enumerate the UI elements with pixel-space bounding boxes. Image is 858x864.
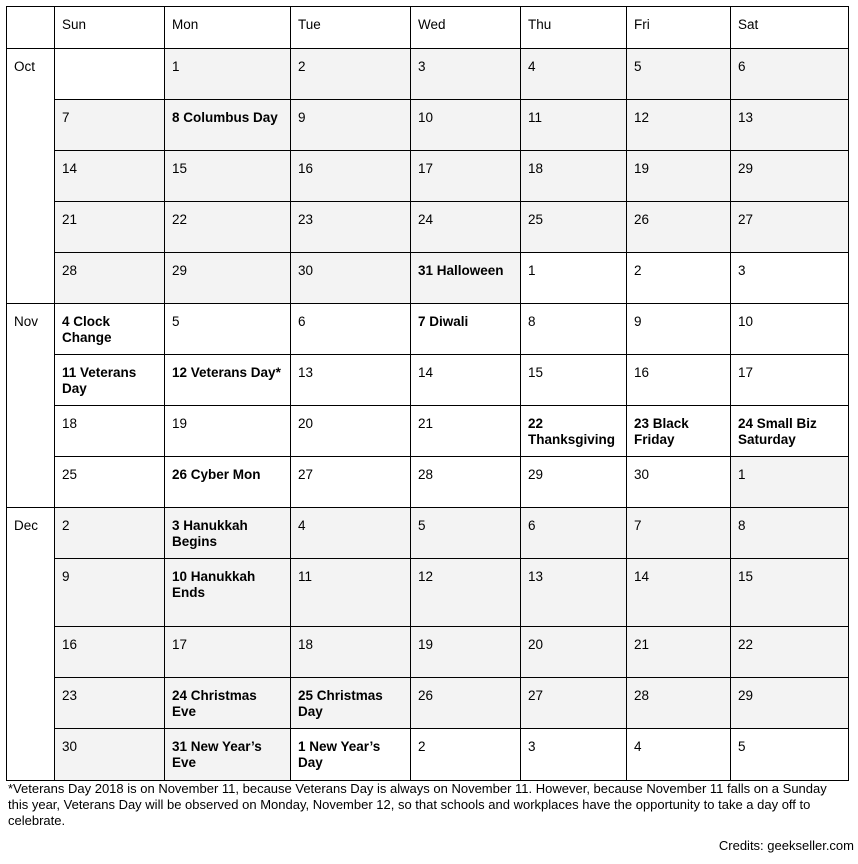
week-row (7, 627, 849, 678)
day-cell: 18 (55, 406, 165, 457)
day-cell: 1 (521, 253, 627, 304)
week-row (7, 49, 849, 100)
holiday-cell: 10 Hanukkah Ends (165, 559, 291, 627)
week-row (7, 678, 849, 729)
day-cell: 21 (55, 202, 165, 253)
day-cell: 13 (731, 100, 849, 151)
day-cell: 3 (411, 49, 521, 100)
holiday-cell: 25 Christmas Day (291, 678, 411, 729)
day-cell: 17 (411, 151, 521, 202)
day-cell: 14 (55, 151, 165, 202)
holiday-cell: 23 Black Friday (627, 406, 731, 457)
day-cell: 9 (291, 100, 411, 151)
holiday-cell: 24 Christmas Eve (165, 678, 291, 729)
week-row (7, 406, 849, 457)
week-row (7, 508, 849, 559)
holiday-cell: 31 New Year’s Eve (165, 729, 291, 781)
day-cell: 19 (411, 627, 521, 678)
day-cell: 25 (521, 202, 627, 253)
day-cell: 28 (411, 457, 521, 508)
day-cell: 2 (291, 49, 411, 100)
day-cell: 29 (731, 678, 849, 729)
day-cell: 19 (627, 151, 731, 202)
day-cell: 16 (627, 355, 731, 406)
day-cell: 30 (291, 253, 411, 304)
day-cell: 6 (521, 508, 627, 559)
holiday-calendar-table (6, 6, 849, 781)
holiday-cell: 3 Hanukkah Begins (165, 508, 291, 559)
day-cell: 9 (627, 304, 731, 355)
day-cell: 14 (411, 355, 521, 406)
header-wed: Wed (411, 7, 521, 49)
day-cell: 15 (165, 151, 291, 202)
day-cell: 25 (55, 457, 165, 508)
day-cell: 18 (521, 151, 627, 202)
day-cell: 4 (291, 508, 411, 559)
day-cell: 21 (627, 627, 731, 678)
day-cell: 12 (411, 559, 521, 627)
holiday-cell: 24 Small Biz Saturday (731, 406, 849, 457)
day-cell: 15 (731, 559, 849, 627)
month-label-nov: Nov (7, 304, 55, 508)
header-sun: Sun (55, 7, 165, 49)
day-cell: 11 (291, 559, 411, 627)
day-cell: 2 (411, 729, 521, 781)
day-cell: 2 (55, 508, 165, 559)
week-row (7, 729, 849, 781)
holiday-cell: 7 Diwali (411, 304, 521, 355)
day-cell: 28 (627, 678, 731, 729)
day-cell: 10 (411, 100, 521, 151)
header-row (7, 7, 849, 49)
week-row (7, 202, 849, 253)
week-row (7, 151, 849, 202)
day-cell: 7 (55, 100, 165, 151)
day-cell: 15 (521, 355, 627, 406)
day-cell: 7 (627, 508, 731, 559)
day-cell: 23 (291, 202, 411, 253)
header-fri: Fri (627, 7, 731, 49)
day-cell: 29 (521, 457, 627, 508)
holiday-cell: 4 Clock Change (55, 304, 165, 355)
day-cell: 2 (627, 253, 731, 304)
day-cell: 13 (521, 559, 627, 627)
holiday-cell: 26 Cyber Mon (165, 457, 291, 508)
day-cell: 5 (731, 729, 849, 781)
day-cell: 29 (165, 253, 291, 304)
holiday-cell: 12 Veterans Day* (165, 355, 291, 406)
day-cell: 6 (291, 304, 411, 355)
day-cell: 3 (521, 729, 627, 781)
day-cell: 16 (291, 151, 411, 202)
day-cell: 1 (165, 49, 291, 100)
veterans-day-footnote: *Veterans Day 2018 is on November 11, because Veterans Day is always on November 11. However, because November 11 falls on a Sunday this year, Veterans Day will be observed on Monday, November 12, so that schools and workplaces have the opportunity to take a day off to celebrate. (8, 781, 827, 828)
week-row (7, 100, 849, 151)
day-cell: 27 (291, 457, 411, 508)
week-row (7, 457, 849, 508)
header-thu: Thu (521, 7, 627, 49)
holiday-cell: 8 Columbus Day (165, 100, 291, 151)
day-cell: 18 (291, 627, 411, 678)
day-cell: 27 (731, 202, 849, 253)
day-cell: 30 (627, 457, 731, 508)
holiday-cell: 22 Thanksgiving (521, 406, 627, 457)
day-cell: 21 (411, 406, 521, 457)
day-cell: 27 (521, 678, 627, 729)
day-cell: 4 (627, 729, 731, 781)
day-cell: 5 (627, 49, 731, 100)
day-cell: 8 (731, 508, 849, 559)
day-cell: 26 (627, 202, 731, 253)
day-cell: 14 (627, 559, 731, 627)
day-cell: 20 (521, 627, 627, 678)
header-sat: Sat (731, 7, 849, 49)
day-cell: 29 (731, 151, 849, 202)
day-cell: 16 (55, 627, 165, 678)
day-cell: 17 (165, 627, 291, 678)
day-cell: 6 (731, 49, 849, 100)
day-cell: 24 (411, 202, 521, 253)
day-cell: 13 (291, 355, 411, 406)
week-row (7, 304, 849, 355)
holiday-cell: 31 Halloween (411, 253, 521, 304)
day-cell: 10 (731, 304, 849, 355)
day-cell: 12 (627, 100, 731, 151)
holiday-cell: 1 New Year’s Day (291, 729, 411, 781)
day-cell: 5 (411, 508, 521, 559)
day-cell: 30 (55, 729, 165, 781)
day-cell: 22 (731, 627, 849, 678)
header-mon: Mon (165, 7, 291, 49)
day-cell: 20 (291, 406, 411, 457)
day-cell: 28 (55, 253, 165, 304)
day-cell: 19 (165, 406, 291, 457)
week-row (7, 253, 849, 304)
day-cell: 22 (165, 202, 291, 253)
month-label-oct: Oct (7, 49, 55, 304)
week-row (7, 559, 849, 627)
day-cell (55, 49, 165, 100)
holiday-cell: 11 Veterans Day (55, 355, 165, 406)
day-cell: 9 (55, 559, 165, 627)
day-cell: 11 (521, 100, 627, 151)
day-cell: 23 (55, 678, 165, 729)
credits-text: Credits: geekseller.com (718, 838, 854, 853)
day-cell: 17 (731, 355, 849, 406)
day-cell: 1 (731, 457, 849, 508)
month-label-dec: Dec (7, 508, 55, 781)
day-cell: 3 (731, 253, 849, 304)
day-cell: 5 (165, 304, 291, 355)
day-cell: 4 (521, 49, 627, 100)
week-row (7, 355, 849, 406)
day-cell: 8 (521, 304, 627, 355)
header-tue: Tue (291, 7, 411, 49)
header-blank (7, 7, 55, 49)
day-cell: 26 (411, 678, 521, 729)
